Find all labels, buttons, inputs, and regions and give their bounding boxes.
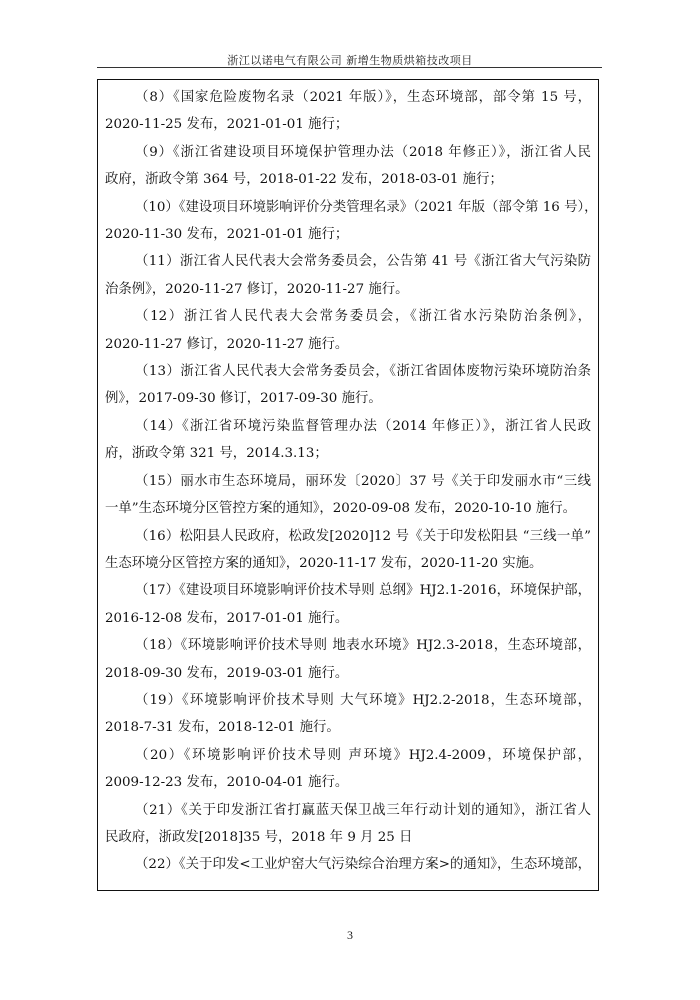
reference-item — [105, 303, 591, 358]
reference-line: （13）浙江省人民代表大会常务委员会，《浙江省固体废物污染环境防治条 — [135, 364, 591, 380]
reference-line: （18）《环境影响评价技术导则 地表水环境》HJ2.3-2018，生态环境部， — [135, 638, 591, 654]
reference-item — [105, 632, 591, 687]
reference-item — [105, 742, 591, 797]
reference-line: （17）《建设项目环境影响评价技术导则 总纲》HJ2.1-2016，环境保护部， — [135, 583, 591, 599]
reference-item — [105, 248, 591, 303]
reference-item — [105, 84, 591, 139]
reference-line: 2020-11-27 修订，2020-11-27 施行。 — [105, 336, 349, 352]
reference-line: （15）丽水市生态环境局，丽环发〔2020〕37 号《关于印发丽水市“三线 — [135, 473, 591, 489]
reference-item — [105, 468, 591, 523]
reference-line: （9）《浙江省建设项目环境保护管理办法（2018 年修正）》，浙江省人民 — [135, 144, 591, 160]
reference-line: 2018-7-31 发布，2018-12-01 施行。 — [105, 720, 340, 736]
reference-line: （10）《建设项目环境影响评价分类管理名录》（2021 年版（部令第 16 号）， — [135, 199, 598, 215]
reference-line: 政府，浙政令第 364 号，2018-01-22 发布，2018-03-01 施行； — [105, 172, 503, 188]
header-rule — [97, 67, 602, 68]
reference-line: 一单”生态环境分区管控方案的通知》，2020-09-08 发布，2020-10-10 施行。 — [105, 501, 577, 517]
reference-item — [105, 194, 598, 249]
reference-item — [105, 523, 591, 578]
page-number: 3 — [347, 928, 353, 942]
reference-item — [105, 577, 591, 632]
reference-line: 治条例》，2020-11-27 修订，2020-11-27 施行。 — [105, 281, 409, 297]
reference-item — [105, 851, 591, 878]
reference-line: （16）松阳县人民政府，松政发[2020]12 号《关于印发松阳县 “三线一单” — [135, 528, 591, 544]
reference-line: （14）《浙江省环境污染监督管理办法（2014 年修正）》，浙江省人民政 — [135, 418, 591, 434]
reference-item — [105, 139, 591, 194]
reference-line: 例》，2017-09-30 修订，2017-09-30 施行。 — [105, 391, 382, 407]
reference-line: 2009-12-23 发布，2010-04-01 施行。 — [105, 775, 349, 791]
reference-item — [105, 413, 591, 468]
reference-line: （22）《关于印发<工业炉窑大气污染综合治理方案>的通知》，生态环境部， — [135, 857, 591, 873]
reference-line: 生态环境分区管控方案的通知》，2020-11-17 发布，2020-11-20 实施。 — [105, 555, 543, 571]
reference-line: 2020-11-25 发布，2021-01-01 施行； — [105, 117, 349, 133]
reference-item — [105, 797, 591, 852]
reference-line: （20）《环境影响评价技术导则 声环境》HJ2.4-2009，环境保护部， — [135, 747, 591, 763]
reference-line: （21）《关于印发浙江省打赢蓝天保卫战三年行动计划的通知》，浙江省人 — [135, 802, 591, 818]
reference-item — [105, 358, 591, 413]
reference-item — [105, 687, 591, 742]
reference-line: （12）浙江省人民代表大会常务委员会，《浙江省水污染防治条例》， — [135, 309, 591, 325]
reference-line: 2016-12-08 发布，2017-01-01 施行。 — [105, 610, 349, 626]
reference-line: 2018-09-30 发布，2019-03-01 施行。 — [105, 665, 349, 681]
reference-line: 府，浙政令第 321 号，2014.3.13； — [105, 446, 328, 462]
reference-line: （11）浙江省人民代表大会常务委员会，公告第 41 号《浙江省大气污染防 — [135, 254, 591, 270]
reference-list — [105, 84, 598, 879]
reference-line: 2020-11-30 发布，2021-01-01 施行； — [105, 227, 349, 243]
reference-line: （8）《国家危险废物名录（2021 年版）》，生态环境部，部令第 15 号， — [135, 90, 591, 105]
document-header: 浙江以诺电气有限公司 新增生物质烘箱技改项目 — [227, 54, 473, 67]
reference-line: （19）《环境影响评价技术导则 大气环境》HJ2.2-2018，生态环境部， — [135, 692, 591, 708]
reference-line: 民政府，浙政发[2018]35 号，2018 年 9 月 25 日 — [105, 829, 413, 845]
